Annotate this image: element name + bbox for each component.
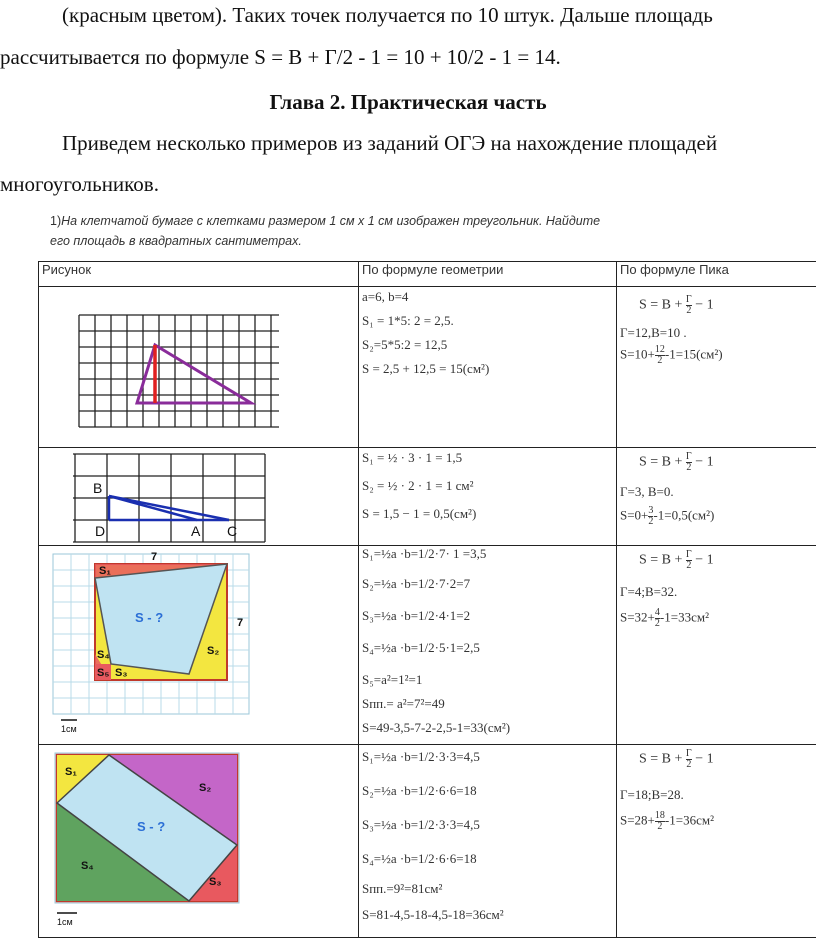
geom-line: S₂ = ½ · 2 · 1 = 1 см² <box>362 478 474 493</box>
unknown-area-label: S - ? <box>137 819 166 834</box>
task-line-2: его площадь в квадратных сантиметрах. <box>50 234 302 248</box>
region-label: S₃ <box>115 667 128 679</box>
pentagon-figure <box>39 546 355 744</box>
geom-line: S₁ = 1*5: 2 = 2,5. <box>362 313 454 328</box>
pick-result: S=10+ $\frac{12}{2}$ -1=15(см²) <box>620 344 723 366</box>
geom-line: S₂=½a ·b=1/2·7·2=7 <box>362 576 471 591</box>
geom-line: Sпп.=9²=81см² <box>362 881 443 896</box>
geom-line: S=49-3,5-7-2-2,5-1=33(см²) <box>362 720 511 735</box>
unknown-area-label: S - ? <box>135 610 164 625</box>
pick-formula: S = В + $\frac{Г}{2}$ − 1 <box>639 549 714 571</box>
region-label: S₅ <box>97 667 110 679</box>
point-label: D <box>95 523 106 539</box>
pick-values: Г=4;В=32. <box>620 584 678 599</box>
geom-line: S₁=½a ·b=1/2·3·3=4,5 <box>362 749 480 764</box>
grid-triangle-figure <box>39 287 355 447</box>
pick-result: S=28+ $\frac{18}{2}$ -1=36см² <box>620 810 714 832</box>
region-label: S₁ <box>65 766 77 778</box>
table-row <box>39 287 816 448</box>
scale-label: 1см <box>57 917 73 927</box>
region-label: S₁ <box>99 565 111 577</box>
pick-values: Г=12,В=10 . <box>620 325 687 340</box>
paragraph-line: рассчитывается по формуле S = В + Г/2 - 1 = 10 + 10/2 - 1 = 14. <box>0 45 561 69</box>
rectangle-figure <box>39 745 355 937</box>
geom-line: S = 1,5 − 1 = 0,5(см²) <box>362 506 477 521</box>
region-label: S₄ <box>81 860 94 872</box>
point-label: A <box>191 523 201 539</box>
geom-line: S=81-4,5-18-4,5-18=36см² <box>362 907 504 922</box>
pick-values: Г=3, В=0. <box>620 484 674 499</box>
header-geometry: По формуле геометрии <box>359 262 617 287</box>
geom-line: S₃=½a ·b=1/2·3·3=4,5 <box>362 817 480 832</box>
grid-triangle-figure <box>39 448 355 545</box>
header-figure: Рисунок <box>39 262 359 287</box>
pick-result: S=0+ $\frac{3}{2}$ -1=0,5(см²) <box>620 505 715 527</box>
pick-values: Г=18;В=28. <box>620 787 684 802</box>
table-row <box>39 546 816 745</box>
geom-line: а=6, b=4 <box>362 289 409 304</box>
geom-line: S₁=½a ·b=1/2·7· 1 =3,5 <box>362 546 487 561</box>
pick-formula: S = В + $\frac{Г}{2}$ − 1 <box>639 294 714 316</box>
task-number: 1) <box>50 214 62 228</box>
point-label: C <box>227 523 238 539</box>
task-image <box>38 211 816 939</box>
pick-result: S=32+ $\frac{4}{2}$ -1=33см² <box>620 607 709 629</box>
pick-formula: S = В + $\frac{Г}{2}$ − 1 <box>639 748 714 770</box>
region-label: S₂ <box>207 645 220 657</box>
geom-line: S₃=½a ·b=1/2·4·1=2 <box>362 608 471 623</box>
geom-line: S₄=½a ·b=1/2·6·6=18 <box>362 851 477 866</box>
pick-formula: S = В + $\frac{Г}{2}$ − 1 <box>639 451 714 473</box>
geom-line: S₂=½a ·b=1/2·6·6=18 <box>362 783 477 798</box>
scale-label: 1см <box>61 724 77 734</box>
region-label: S₄ <box>97 649 110 661</box>
side-label: 7 <box>237 617 244 629</box>
paragraph-line: многоугольников. <box>0 172 159 196</box>
geom-line: S₄=½a ·b=1/2·5·1=2,5 <box>362 640 480 655</box>
paragraph-line: (красным цветом). Таких точек получается по 10 штук. Дальше площадь <box>62 3 713 27</box>
region-label: S₃ <box>209 876 222 888</box>
solutions-table <box>38 261 816 938</box>
geom-line: Sпп.= a²=7²=49 <box>362 696 445 711</box>
table-row <box>39 448 816 546</box>
geom-line: S₁ = ½ · 3 · 1 = 1,5 <box>362 450 463 465</box>
task-line-1: На клетчатой бумаге с клетками размером 1 см х 1 см изображен треугольник. Найдите <box>61 214 601 228</box>
table-row <box>39 745 816 938</box>
task-text <box>50 211 600 251</box>
point-label: B <box>93 480 103 496</box>
geom-line: S₂=5*5:2 = 12,5 <box>362 337 448 352</box>
paragraph-line: Приведем несколько примеров из заданий ОГЭ на нахождение площадей <box>62 131 718 155</box>
geom-line: S₅=a²=1²=1 <box>362 672 423 687</box>
side-label: 7 <box>151 551 158 563</box>
geom-line: S = 2,5 + 12,5 = 15(см²) <box>362 361 490 376</box>
header-pick: По формуле Пика <box>617 262 816 287</box>
region-label: S₂ <box>199 782 212 794</box>
chapter-heading: Глава 2. Практическая часть <box>269 90 547 114</box>
